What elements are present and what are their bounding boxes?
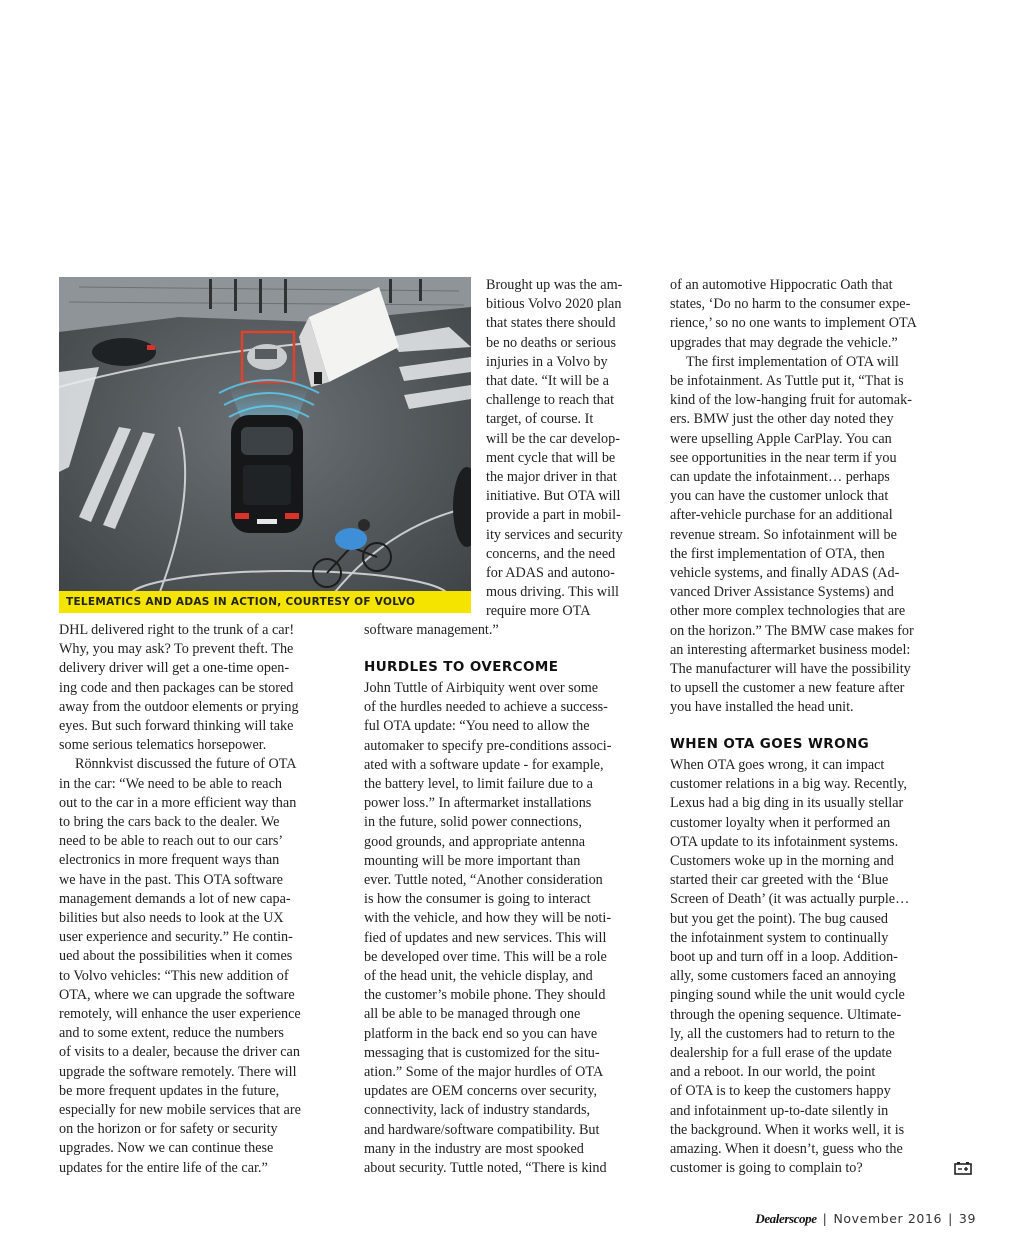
text-line: see opportunities in the near term if you (670, 449, 897, 466)
text-line: messaging that is customized for the situ- (364, 1044, 600, 1061)
text-line: ing code and then packages can be stored (59, 679, 294, 696)
text-line: out to the car in a more efficient way than (59, 794, 297, 811)
text-line: The first implementation of OTA will (686, 353, 899, 370)
footer-separator: | (822, 1211, 828, 1226)
text-line: user experience and security.” He contin- (59, 929, 293, 946)
text-line: initiative. But OTA will (486, 488, 621, 505)
heading-when-ota-goes-wrong: WHEN OTA GOES WRONG (670, 736, 870, 752)
text-line: in the car: “We need to be able to reach (59, 775, 282, 792)
text-line: the customer’s mobile phone. They should (364, 987, 606, 1004)
text-line: that states there should (486, 315, 616, 332)
text-line: upgrade the software remotely. There will (59, 1063, 297, 1080)
text-line: upgrades that may degrade the vehicle.” (670, 334, 898, 351)
text-line: on the horizon or for safety or security (59, 1121, 278, 1138)
text-line: vehicle systems, and finally ADAS (Ad- (670, 565, 900, 581)
text-line: of OTA is to keep the customers happy (670, 1083, 891, 1100)
text-line: management demands a lot of new capa- (59, 890, 291, 907)
text-line: in the future, solid power connections, (364, 814, 582, 831)
text-line: power loss.” In aftermarket installations (364, 795, 592, 812)
text-line: of the hurdles needed to achieve a success- (364, 699, 608, 716)
text-line: to Volvo vehicles: “This new addition of (59, 967, 289, 984)
footer-separator: | (948, 1211, 953, 1226)
text-line: mounting will be more important than (364, 852, 581, 869)
text-line: the first implementation of OTA, then (670, 545, 885, 562)
article-photo (59, 277, 471, 613)
text-line: and hardware/software compatibility. But (364, 1121, 600, 1138)
text-line: to bring the cars back to the dealer. We (59, 814, 280, 830)
text-line: some serious telematics horsepower. (59, 737, 267, 754)
text-line: rience,’ so no one wants to implement OTA (670, 315, 917, 332)
text-line: of visits to a dealer, because the driver can (59, 1044, 300, 1061)
text-line: need to be able to reach out to our cars’ (59, 833, 284, 850)
text-line: away from the outdoor elements or prying (59, 698, 299, 715)
text-line: platform in the back end so you can have (364, 1025, 598, 1042)
text-line: the major driver in that (486, 469, 617, 485)
text-line: especially for new mobile services that are (59, 1102, 301, 1118)
issue-date: November 2016 (833, 1211, 943, 1226)
text-line: customer loyalty when it performed an (670, 814, 891, 831)
page-footer (755, 1211, 976, 1227)
text-line: updates for the entire life of the car.” (59, 1159, 268, 1176)
text-line: fied of updates and new services. This will (364, 929, 607, 946)
text-line: we have in the past. This OTA software (59, 871, 283, 888)
text-line: ment cycle that will be (486, 449, 616, 466)
text-line: automaker to specify pre-conditions associ- (364, 737, 612, 754)
text-line: revenue stream. So infotainment will be (670, 526, 897, 543)
text-line: the infotainment system to continually (670, 929, 889, 946)
text-line: bitious Volvo 2020 plan (486, 296, 622, 313)
text-line: Why, you may ask? To prevent theft. The (59, 641, 294, 658)
text-line: Customers woke up in the morning and (670, 853, 894, 869)
text-line: be no deaths or serious (486, 334, 617, 351)
photo-caption: TELEMATICS AND ADAS IN ACTION, COURTESY OF VOLVO (59, 591, 471, 613)
text-line: ation.” Some of the major hurdles of OTA (364, 1064, 604, 1080)
text-line: When OTA goes wrong, it can impact (670, 757, 885, 773)
text-line: through the opening sequence. Ultimate- (670, 1006, 902, 1023)
text-line: be more frequent updates in the future, (59, 1082, 280, 1099)
text-line: bilities but also needs to look at the UX (59, 910, 284, 926)
heading-hurdles-to-overcome: HURDLES TO OVERCOME (364, 659, 559, 675)
text-line: you have installed the head unit. (670, 699, 854, 716)
text-line: and to some extent, reduce the numbers (59, 1025, 284, 1042)
text-line: about security. Tuttle noted, “There is kind (364, 1160, 607, 1176)
text-line: ued about the possibilities when it comes (59, 948, 293, 965)
text-line: Screen of Death’ (it was actually purple… (670, 891, 910, 908)
text-line: Brought up was the am- (486, 277, 623, 293)
text-line: pinging sound while the unit would cycle (670, 987, 905, 1004)
text-line: target, of course. It (486, 411, 594, 428)
text-line: ity services and security (486, 526, 623, 543)
text-line: require more OTA (486, 603, 591, 620)
text-line: customer relations in a big way. Recently, (670, 776, 907, 793)
text-line: delivery driver will get a one-time open- (59, 660, 290, 677)
text-line: but you get the point). The bug caused (670, 910, 889, 927)
text-line: connectivity, lack of industry standards, (364, 1102, 591, 1119)
text-line: be infotainment. As Tuttle put it, “That is (670, 373, 904, 389)
text-line: concerns, and the need (486, 545, 616, 562)
page-number: 39 (958, 1211, 976, 1226)
text-line: the background. When it works well, it is (670, 1121, 905, 1138)
text-line: kind of the low-hanging fruit for automak- (670, 392, 912, 409)
text-line: upgrades. Now we can continue these (59, 1140, 274, 1157)
text-line: electronics in more frequent ways than (59, 852, 280, 869)
text-line: customer is going to complain to? (670, 1160, 863, 1177)
text-line: started their car greeted with the ‘Blue (670, 872, 889, 889)
text-line: dealership for a full erase of the update (670, 1045, 892, 1061)
text-line: that date. “It will be a (486, 373, 609, 389)
text-line: be developed over time. This will be a role (364, 948, 607, 965)
text-line: all be able to be managed through one (364, 1006, 581, 1023)
text-line: good grounds, and appropriate antenna (364, 833, 586, 850)
text-line: ever. Tuttle noted, “Another consideration (364, 872, 603, 888)
text-line: many in the industry are most spooked (364, 1140, 584, 1157)
text-line: you can have the customer unlock that (670, 488, 889, 505)
text-line: were upselling Apple CarPlay. You can (670, 430, 892, 447)
text-line: on the horizon.” The BMW case makes for (670, 622, 914, 639)
text-line: updates are OEM concerns over security, (364, 1083, 598, 1100)
street-intersection-photo (59, 277, 471, 613)
text-line: amazing. When it doesn’t, guess who the (670, 1141, 903, 1157)
text-line: with the vehicle, and how they will be noti- (364, 910, 612, 927)
text-line: to upsell the customer a new feature after (670, 680, 905, 697)
magazine-brand: Dealerscope (755, 1211, 817, 1226)
text-line: vanced Driver Assistance Systems) and (670, 584, 894, 601)
text-line: provide a part in mobil- (486, 507, 621, 524)
text-line: Lexus had a big ding in its usually stellar (670, 795, 904, 812)
text-line: OTA update to its infotainment systems. (670, 833, 899, 850)
text-line: boot up and turn off in a loop. Addition- (670, 949, 898, 965)
text-line: challenge to reach that (486, 392, 615, 409)
text-line: John Tuttle of Airbiquity went over some (364, 680, 599, 696)
text-line: is how the consumer is going to interact (364, 891, 591, 908)
text-line: mous driving. This will (486, 584, 619, 601)
text-line: of the head unit, the vehicle display, and (364, 968, 593, 984)
text-line: will be the car develop- (486, 430, 620, 447)
battery-icon (954, 1161, 972, 1180)
text-line: for ADAS and autono- (486, 565, 615, 581)
text-line: and infotainment up-to-date silently in (670, 1102, 889, 1119)
text-line: an interesting aftermarket business model: (670, 641, 911, 658)
text-line: ally, some customers faced an annoying (670, 968, 897, 985)
text-line: OTA, where we can upgrade the software (59, 986, 295, 1003)
text-line: states, ‘Do no harm to the consumer expe- (670, 296, 911, 313)
text-line: ful OTA update: “You need to allow the (364, 718, 590, 735)
text-line: eyes. But such forward thinking will take (59, 718, 294, 734)
text-line: the battery level, to limit failure due to a (364, 776, 593, 792)
text-line: can update the infotainment… perhaps (670, 469, 890, 485)
text-line: ers. BMW just the other day noted they (670, 411, 894, 428)
text-line: other more complex technologies that are (670, 603, 906, 620)
text-line: remotely, will enhance the user experience (59, 1006, 301, 1022)
text-line: The manufacturer will have the possibility (670, 661, 911, 677)
text-line: and a reboot. In our world, the point (670, 1064, 876, 1081)
text-line: Rönnkvist discussed the future of OTA (75, 756, 297, 773)
text-line: of an automotive Hippocratic Oath that (670, 277, 893, 293)
column-middle-lead-line: software management.” (364, 622, 499, 638)
text-line: DHL delivered right to the trunk of a car! (59, 622, 295, 638)
text-line: ly, all the customers had to return to the (670, 1025, 895, 1042)
text-line: ated with a software update - for example, (364, 756, 604, 773)
text-line: after-vehicle purchase for an additional (670, 507, 893, 524)
text-line: injuries in a Volvo by (486, 353, 608, 370)
